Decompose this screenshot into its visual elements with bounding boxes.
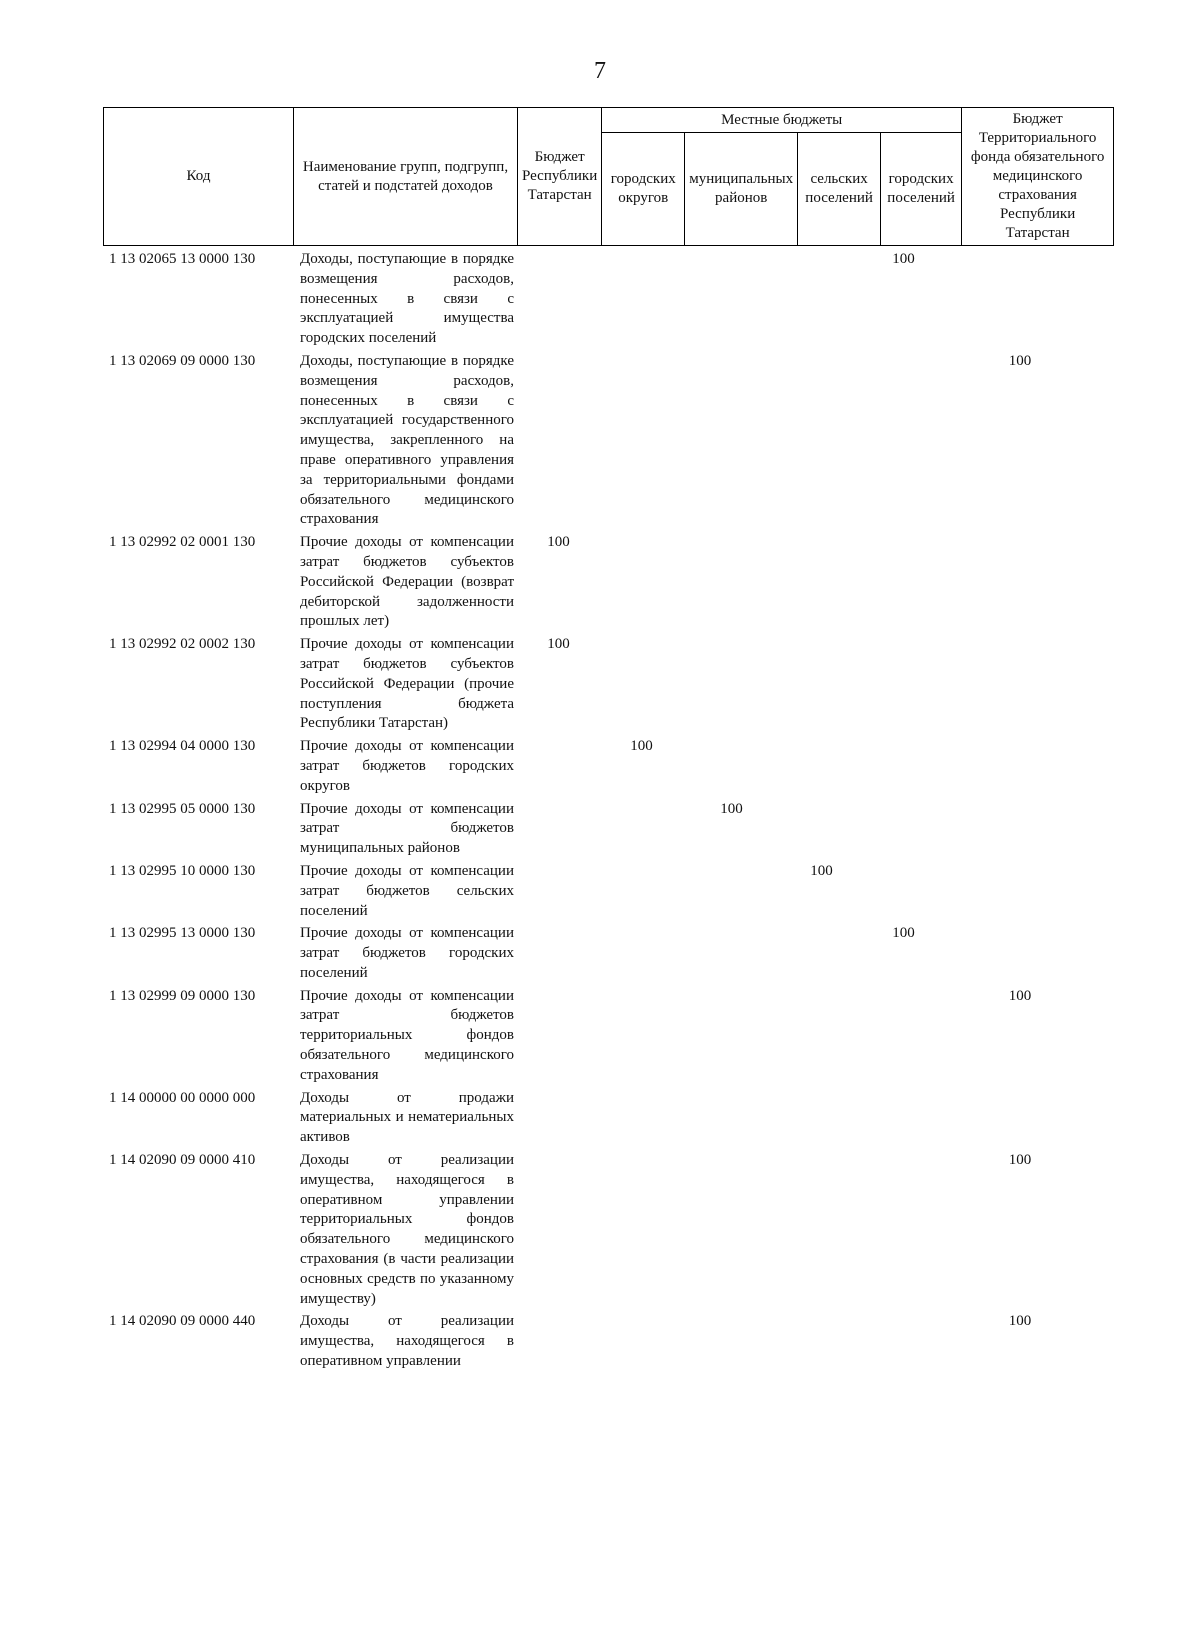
republic-budget-cell xyxy=(517,352,600,533)
territorial-fund-cell xyxy=(944,924,1096,986)
rural-settlements-cell xyxy=(780,987,863,1089)
table-row xyxy=(103,737,1096,799)
municipal-districts-cell xyxy=(683,250,780,352)
table-row xyxy=(103,250,1096,352)
city-districts-cell xyxy=(600,924,683,986)
code-cell: 1 13 02992 02 0001 130 xyxy=(109,534,256,551)
republic-budget-cell xyxy=(517,250,600,352)
name-cell: Прочие доходы от компенсации затрат бюджетов муниципальных районов xyxy=(300,800,514,857)
municipal-districts-cell xyxy=(683,635,780,737)
urban-settlements-cell xyxy=(863,737,944,799)
code-cell: 1 13 02999 09 0000 130 xyxy=(109,987,256,1004)
page-number: 7 xyxy=(594,58,606,84)
table-row xyxy=(103,352,1096,533)
rural-settlements-cell xyxy=(780,533,863,635)
urban-settlements-cell xyxy=(863,862,944,924)
header-name: Наименование групп, подгрупп, статей и подстатей доходов xyxy=(294,108,518,246)
territorial-fund-cell: 100 xyxy=(1008,352,1032,369)
table-row xyxy=(103,1312,1096,1374)
urban-settlements-cell xyxy=(863,1089,944,1151)
header-code: Код xyxy=(104,108,294,246)
name-cell: Прочие доходы от компенсации затрат бюджетов субъектов Российской Федерации (прочие поступления бюджета Республики Татарстан) xyxy=(300,636,514,732)
urban-settlements-cell xyxy=(863,1312,944,1374)
code-cell: 1 13 02995 10 0000 130 xyxy=(109,862,256,879)
table-row xyxy=(103,800,1096,862)
municipal-districts-cell xyxy=(683,352,780,533)
header-municipal-districts: муниципальных районов xyxy=(685,133,798,246)
territorial-fund-cell xyxy=(944,533,1096,635)
city-districts-cell xyxy=(600,1312,683,1374)
rural-settlements-cell: 100 xyxy=(810,862,833,879)
municipal-districts-cell xyxy=(683,924,780,986)
rural-settlements-cell xyxy=(780,635,863,737)
code-cell: 1 13 02065 13 0000 130 xyxy=(109,251,256,267)
table-row xyxy=(103,635,1096,737)
table-body xyxy=(103,250,1096,1375)
table-header xyxy=(103,107,1114,246)
urban-settlements-cell xyxy=(863,635,944,737)
territorial-fund-cell: 100 xyxy=(1008,1313,1032,1330)
header-republic-budget: Бюджет Республики Татарстан xyxy=(518,108,602,246)
name-cell: Прочие доходы от компенсации затрат бюджетов городских поселений xyxy=(300,925,514,981)
city-districts-cell xyxy=(600,533,683,635)
code-cell: 1 13 02995 13 0000 130 xyxy=(109,925,256,942)
urban-settlements-cell xyxy=(863,533,944,635)
territorial-fund-cell xyxy=(944,737,1096,799)
city-districts-cell xyxy=(600,635,683,737)
municipal-districts-cell xyxy=(683,1151,780,1312)
republic-budget-cell: 100 xyxy=(547,636,570,653)
territorial-fund-cell xyxy=(944,250,1096,352)
header-urban-settlements: городских поселений xyxy=(881,133,962,246)
municipal-districts-cell xyxy=(683,1089,780,1151)
name-cell: Прочие доходы от компенсации затрат бюджетов субъектов Российской Федерации (возврат дебиторской задолженности прошлых лет) xyxy=(300,534,514,630)
city-districts-cell xyxy=(600,1151,683,1312)
territorial-fund-cell xyxy=(944,635,1096,737)
name-cell: Прочие доходы от компенсации затрат бюджетов территориальных фондов обязательного медицинского страхования xyxy=(300,987,514,1083)
table-row xyxy=(103,924,1096,986)
republic-budget-cell xyxy=(517,800,600,862)
municipal-districts-cell xyxy=(683,533,780,635)
municipal-districts-cell xyxy=(683,987,780,1089)
municipal-districts-cell: 100 xyxy=(720,800,743,817)
table-row xyxy=(103,1089,1096,1151)
rural-settlements-cell xyxy=(780,924,863,986)
table-row xyxy=(103,862,1096,924)
urban-settlements-cell xyxy=(863,352,944,533)
republic-budget-cell xyxy=(517,1151,600,1312)
rural-settlements-cell xyxy=(780,1089,863,1151)
header-rural-settlements: сельских поселений xyxy=(798,133,881,246)
urban-settlements-cell xyxy=(863,1151,944,1312)
city-districts-cell xyxy=(600,1089,683,1151)
city-districts-cell xyxy=(600,800,683,862)
territorial-fund-cell: 100 xyxy=(1008,987,1032,1004)
rural-settlements-cell xyxy=(780,250,863,352)
city-districts-cell xyxy=(600,352,683,533)
municipal-districts-cell xyxy=(683,862,780,924)
republic-budget-cell xyxy=(517,737,600,799)
city-districts-cell xyxy=(600,250,683,352)
city-districts-cell: 100 xyxy=(630,738,653,755)
table-row xyxy=(103,987,1096,1089)
rural-settlements-cell xyxy=(780,352,863,533)
code-cell: 1 14 00000 00 0000 000 xyxy=(109,1089,256,1106)
code-cell: 1 13 02992 02 0002 130 xyxy=(109,636,256,653)
income-table xyxy=(103,250,1096,1375)
name-cell: Доходы от реализации имущества, находящегося в оперативном управлении территориальных фондов обязательного медицинского страхования (в части реализации основных средств по указанному имуществу) xyxy=(300,1152,514,1307)
municipal-districts-cell xyxy=(683,1312,780,1374)
territorial-fund-cell xyxy=(944,800,1096,862)
republic-budget-cell xyxy=(517,924,600,986)
city-districts-cell xyxy=(600,862,683,924)
rural-settlements-cell xyxy=(780,1151,863,1312)
table-row xyxy=(103,1151,1096,1312)
municipal-districts-cell xyxy=(683,737,780,799)
code-cell: 1 14 02090 09 0000 440 xyxy=(109,1313,256,1330)
table-row xyxy=(103,533,1096,635)
name-cell: Доходы, поступающие в порядке возмещения расходов, понесенных в связи с эксплуатацией государственного имущества, закрепленного на праве оперативного управления за территориальными фондами обязательного медицинского страхования xyxy=(300,352,514,528)
urban-settlements-cell: 100 xyxy=(892,251,915,267)
name-cell: Доходы, поступающие в порядке возмещения расходов, понесенных в связи с эксплуатацией имущества городских поселений xyxy=(300,251,514,347)
territorial-fund-cell xyxy=(944,1089,1096,1151)
name-cell: Доходы от продажи материальных и нематериальных активов xyxy=(300,1089,514,1146)
name-cell: Прочие доходы от компенсации затрат бюджетов городских округов xyxy=(300,738,514,794)
republic-budget-cell xyxy=(517,987,600,1089)
urban-settlements-cell xyxy=(863,800,944,862)
territorial-fund-cell: 100 xyxy=(1008,1152,1032,1169)
code-cell: 1 14 02090 09 0000 410 xyxy=(109,1152,256,1169)
header-city-districts: городских округов xyxy=(602,133,685,246)
rural-settlements-cell xyxy=(780,737,863,799)
name-cell: Доходы от реализации имущества, находящегося в оперативном управлении xyxy=(300,1313,514,1370)
rural-settlements-cell xyxy=(780,1312,863,1374)
republic-budget-cell: 100 xyxy=(547,534,570,551)
header-local-budgets: Местные бюджеты xyxy=(602,108,962,133)
header-territorial-fund: Бюджет Территориального фонда обязательного медицинского страхования Республики Татарстан xyxy=(962,108,1114,246)
territorial-fund-cell xyxy=(944,862,1096,924)
name-cell: Прочие доходы от компенсации затрат бюджетов сельских поселений xyxy=(300,862,514,919)
urban-settlements-cell: 100 xyxy=(892,925,915,942)
republic-budget-cell xyxy=(517,1312,600,1374)
city-districts-cell xyxy=(600,987,683,1089)
code-cell: 1 13 02994 04 0000 130 xyxy=(109,738,256,755)
rural-settlements-cell xyxy=(780,800,863,862)
urban-settlements-cell xyxy=(863,987,944,1089)
code-cell: 1 13 02995 05 0000 130 xyxy=(109,800,256,817)
republic-budget-cell xyxy=(517,1089,600,1151)
republic-budget-cell xyxy=(517,862,600,924)
code-cell: 1 13 02069 09 0000 130 xyxy=(109,352,256,369)
